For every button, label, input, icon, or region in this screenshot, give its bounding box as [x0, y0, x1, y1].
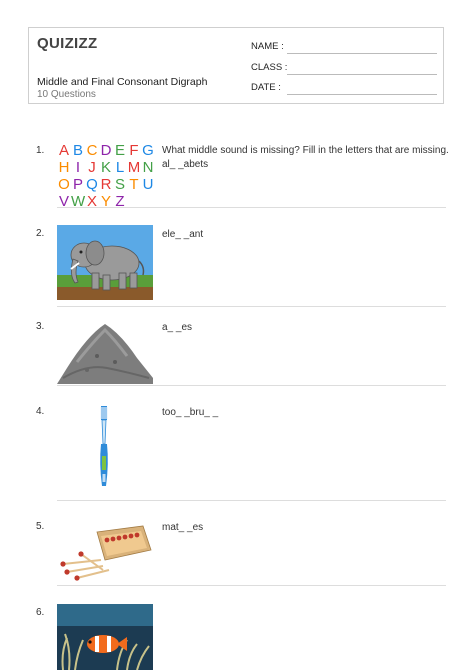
question-4-number: 4.	[36, 406, 45, 417]
question-count: 10 Questions	[37, 89, 96, 100]
elephant-image	[57, 225, 153, 300]
alphabet-letter: G	[142, 142, 154, 159]
alphabet-letter: D	[100, 142, 112, 159]
alphabet-letter: X	[86, 193, 97, 210]
alphabet-letter: C	[86, 142, 98, 159]
question-3-number: 3.	[36, 321, 45, 332]
alphabet-letter: U	[142, 176, 154, 193]
alphabet-letter: O	[58, 176, 70, 193]
alphabet-letters-image	[57, 142, 157, 210]
matches-image	[57, 520, 153, 584]
ash-pile-image	[57, 318, 153, 384]
toothbrush-image	[57, 404, 153, 492]
alphabet-letter: B	[72, 142, 83, 159]
clownfish-image	[57, 604, 153, 670]
alphabet-letter: J	[88, 159, 96, 176]
alphabet-letter: N	[142, 159, 154, 176]
alphabet-letter: R	[100, 176, 112, 193]
question-4-text: too_ _bru_ _	[162, 407, 219, 418]
question-1-text	[162, 144, 449, 172]
alphabet-letter: Q	[86, 176, 98, 193]
date-field[interactable]	[251, 82, 281, 93]
alphabet-letter: Y	[100, 193, 111, 210]
alphabet-letter: I	[75, 159, 81, 176]
divider	[57, 306, 446, 307]
divider	[57, 585, 446, 586]
question-5-number: 5.	[36, 521, 45, 532]
name-label: NAME :	[251, 41, 284, 52]
date-label: DATE :	[251, 82, 281, 93]
class-field[interactable]	[251, 62, 287, 73]
quizizz-logo: QUIZIZZ	[37, 35, 98, 52]
alphabet-letter: H	[58, 159, 70, 176]
question-1-word: al_ _abets	[162, 159, 209, 170]
alphabet-letter: E	[114, 142, 125, 159]
date-line	[287, 94, 437, 95]
question-5-text: mat_ _es	[162, 522, 204, 533]
alphabet-letter: T	[129, 176, 139, 193]
alphabet-letter: Z	[115, 193, 125, 210]
name-field[interactable]	[251, 41, 284, 52]
alphabet-letter: V	[58, 193, 69, 210]
alphabet-letter: M	[127, 159, 141, 176]
alphabet-letter: S	[114, 176, 125, 193]
alphabet-letter: L	[115, 159, 125, 176]
question-1-number: 1.	[36, 145, 45, 156]
alphabet-letter: W	[71, 193, 86, 210]
divider	[57, 500, 446, 501]
alphabet-letter: P	[72, 176, 83, 193]
class-line	[287, 74, 437, 75]
alphabet-letter: F	[129, 142, 139, 159]
question-2-number: 2.	[36, 228, 45, 239]
question-2-text: ele_ _ant	[162, 229, 204, 240]
question-6-number: 6.	[36, 607, 45, 618]
alphabet-letter: A	[58, 142, 69, 159]
divider	[57, 207, 446, 208]
divider	[57, 385, 446, 386]
name-line	[287, 53, 437, 54]
alphabet-letter: K	[100, 159, 111, 176]
question-1-prompt: What middle sound is missing? Fill in the letters that are missing.	[162, 145, 449, 156]
worksheet-header	[28, 27, 444, 104]
worksheet-title: Middle and Final Consonant Digraph	[37, 76, 208, 88]
question-3-text: a_ _es	[162, 322, 193, 333]
class-label: CLASS :	[251, 62, 288, 73]
